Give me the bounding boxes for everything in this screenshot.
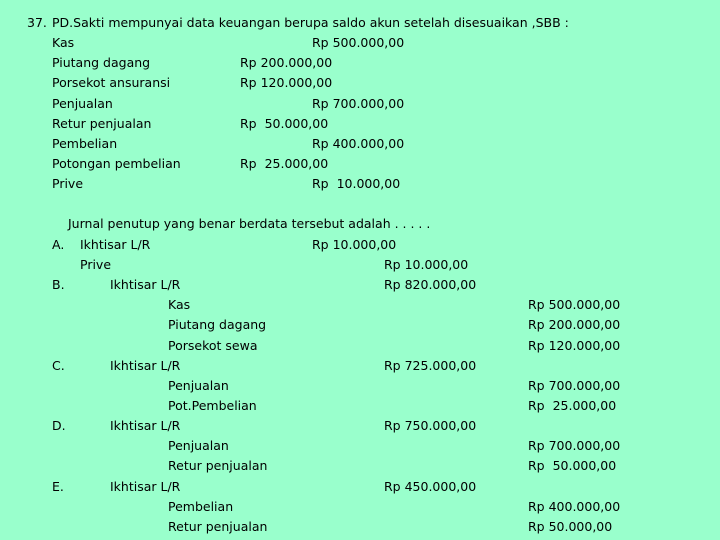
debit-account: Ikhtisar L/R bbox=[110, 479, 181, 494]
option-letter: E. bbox=[52, 479, 64, 494]
option-letter: D. bbox=[52, 418, 66, 433]
account-name: Retur penjualan bbox=[52, 116, 152, 131]
credit-amount: Rp 200.000,00 bbox=[528, 317, 621, 332]
credit-account: Prive bbox=[80, 257, 112, 272]
question-number: 37. bbox=[27, 15, 47, 30]
debit-amount: Rp 450.000,00 bbox=[384, 479, 477, 494]
account-amount: Rp 25.000,00 bbox=[240, 156, 329, 171]
credit-amount: Rp 25.000,00 bbox=[528, 398, 617, 413]
credit-account: Pot.Pembelian bbox=[168, 398, 257, 413]
debit-amount: Rp 820.000,00 bbox=[384, 277, 477, 292]
credit-amount: Rp 700.000,00 bbox=[528, 378, 621, 393]
credit-account: Porsekot sewa bbox=[168, 338, 258, 353]
credit-amount: Rp 50.000,00 bbox=[528, 458, 617, 473]
debit-account: Ikhtisar L/R bbox=[80, 237, 151, 252]
account-name: Porsekot ansuransi bbox=[52, 75, 171, 90]
credit-account: Pembelian bbox=[168, 499, 234, 514]
credit-amount: Rp 400.000,00 bbox=[528, 499, 621, 514]
account-amount: Rp 120.000,00 bbox=[240, 75, 333, 90]
credit-amount: Rp 500.000,00 bbox=[528, 297, 621, 312]
account-name: Penjualan bbox=[52, 96, 113, 111]
account-amount: Rp 50.000,00 bbox=[240, 116, 329, 131]
credit-amount: Rp 700.000,00 bbox=[528, 438, 621, 453]
credit-amount: Rp 50.000,00 bbox=[528, 519, 613, 534]
account-amount: Rp 700.000,00 bbox=[312, 96, 405, 111]
account-amount: Rp 500.000,00 bbox=[312, 35, 405, 50]
account-name: Piutang dagang bbox=[52, 55, 151, 70]
debit-amount: Rp 725.000,00 bbox=[384, 358, 477, 373]
option-letter: C. bbox=[52, 358, 65, 373]
account-name: Kas bbox=[52, 35, 75, 50]
credit-account: Retur penjualan bbox=[168, 519, 268, 534]
option-letter: A. bbox=[52, 237, 65, 252]
credit-account: Piutang dagang bbox=[168, 317, 267, 332]
account-amount: Rp 10.000,00 bbox=[312, 176, 401, 191]
credit-account: Penjualan bbox=[168, 378, 229, 393]
credit-amount: Rp 10.000,00 bbox=[384, 257, 469, 272]
account-amount: Rp 400.000,00 bbox=[312, 136, 405, 151]
credit-account: Kas bbox=[168, 297, 191, 312]
account-name: Pembelian bbox=[52, 136, 118, 151]
debit-amount: Rp 750.000,00 bbox=[384, 418, 477, 433]
credit-account: Penjualan bbox=[168, 438, 229, 453]
question-text: PD.Sakti mempunyai data keuangan berupa saldo akun setelah disesuaikan ,SBB : bbox=[52, 15, 569, 30]
debit-account: Ikhtisar L/R bbox=[110, 277, 181, 292]
question-prompt: Jurnal penutup yang benar berdata tersebut adalah . . . . . bbox=[68, 216, 431, 231]
option-letter: B. bbox=[52, 277, 65, 292]
debit-account: Ikhtisar L/R bbox=[110, 358, 181, 373]
debit-account: Ikhtisar L/R bbox=[110, 418, 181, 433]
account-name: Prive bbox=[52, 176, 84, 191]
debit-amount: Rp 10.000,00 bbox=[312, 237, 397, 252]
account-amount: Rp 200.000,00 bbox=[240, 55, 333, 70]
credit-account: Retur penjualan bbox=[168, 458, 268, 473]
account-name: Potongan pembelian bbox=[52, 156, 181, 171]
credit-amount: Rp 120.000,00 bbox=[528, 338, 621, 353]
